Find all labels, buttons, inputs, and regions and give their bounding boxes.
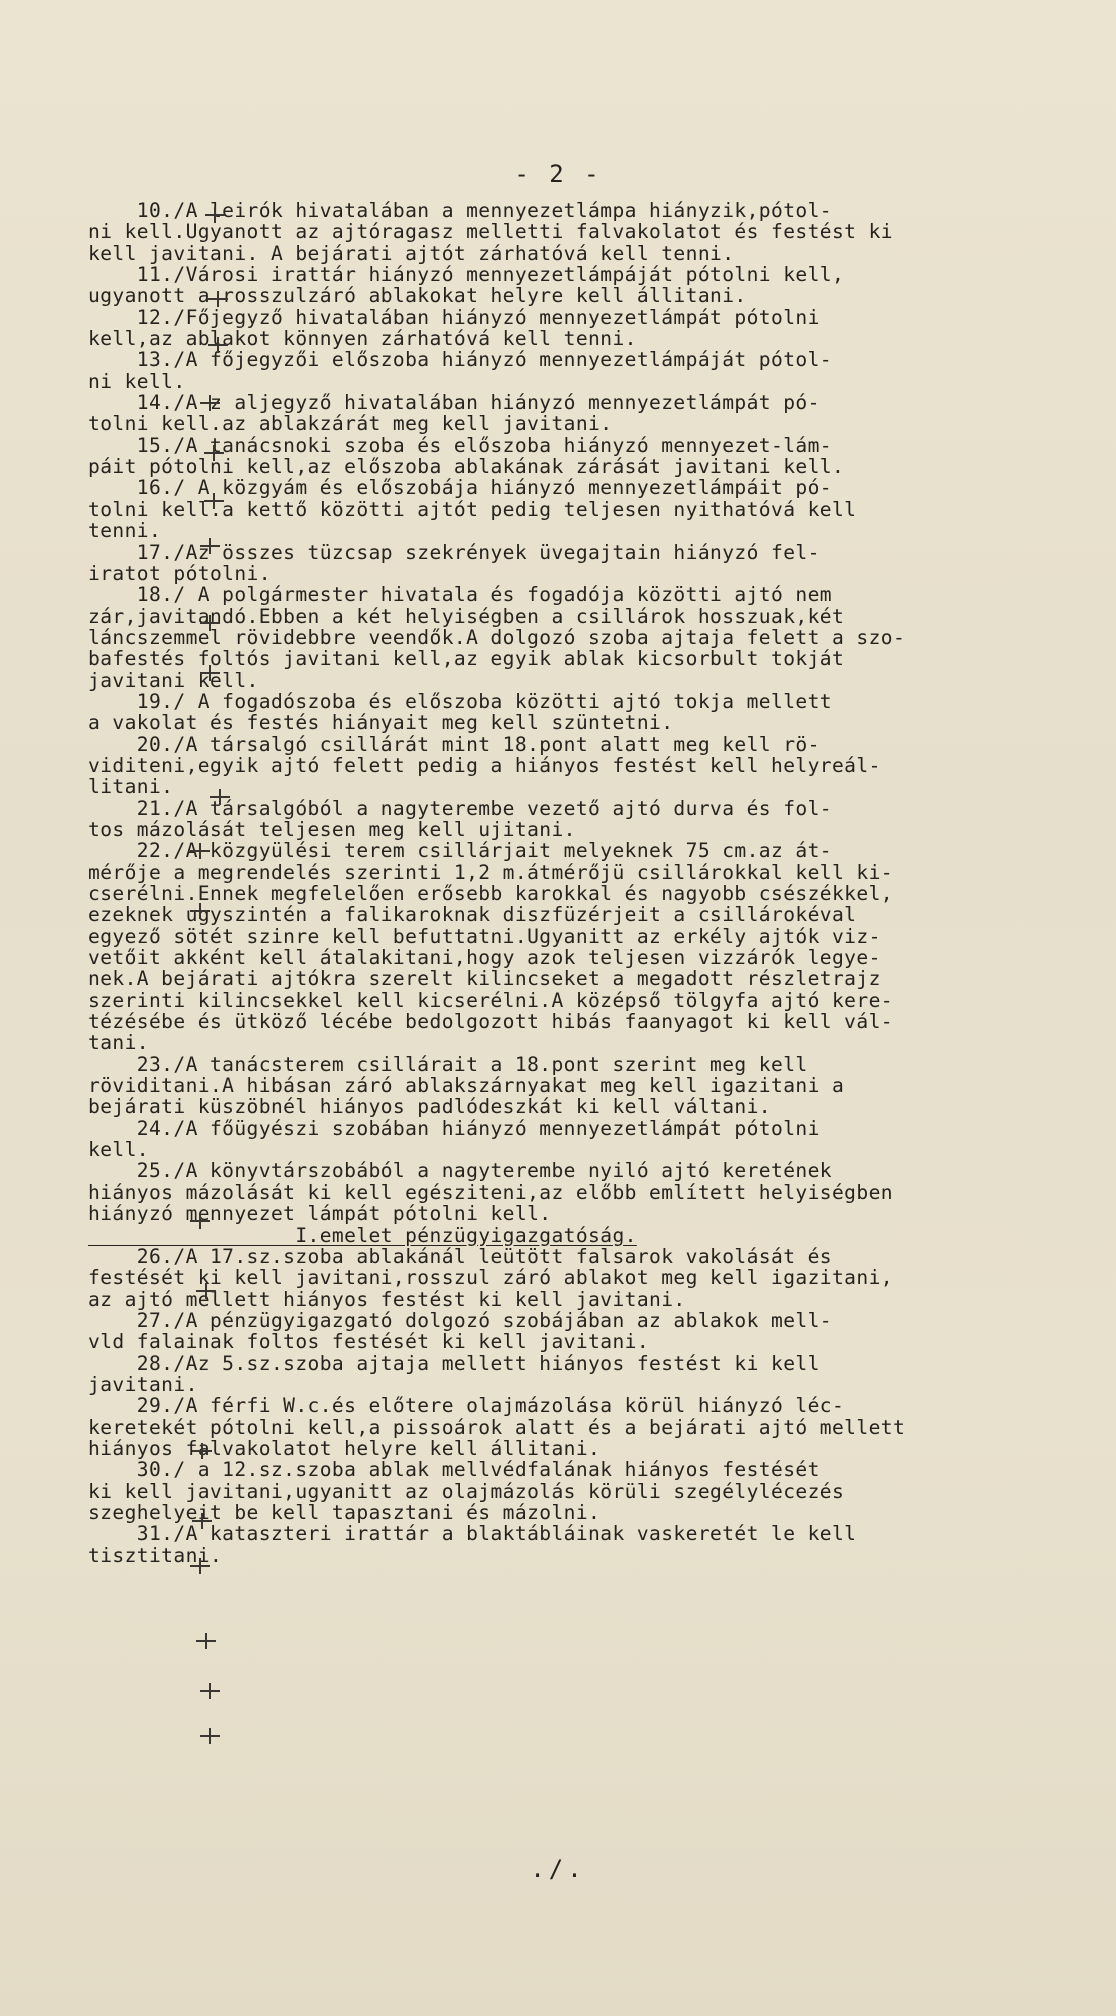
text-line: láncszemmel rövidebbre veendők.A dolgozó szoba ajtaja felett a szo- [88, 625, 906, 649]
text-line: festését ki kell javitani,rosszul záró ablakot meg kell igazitani, [88, 1266, 893, 1290]
check-mark [190, 1565, 210, 1568]
check-mark [190, 850, 210, 853]
text-line: 11./Városi irattár hiányzó mennyezetlámpáját pótolni kell, [88, 263, 845, 287]
check-mark [204, 500, 224, 503]
text-line: javitani kell. [88, 668, 259, 692]
check-mark [190, 910, 210, 913]
text-line: hiányos mázolását ki kell egésziteni,az előbb említett helyiségben [88, 1180, 893, 1204]
check-mark [190, 1220, 210, 1223]
text-line: 25./A könyvtárszobából a nagyterembe nyiló ajtó keretének [88, 1159, 832, 1183]
text-line: ezeknek ugyszintén a falikaroknak diszfüzérjeit a csillárokéval [88, 903, 857, 927]
text-line: 22./A közgyülési terem csillárjait melyeknek 75 cm.az át- [88, 839, 832, 863]
text-line: vld falainak foltos festését ki kell javitani. [88, 1330, 650, 1354]
text-line: tézésébe és ütköző lécébe bedolgozott hibás faanyagot ki kell vál- [88, 1010, 893, 1034]
text-line: 31./A kataszteri irattár a blaktábláinak vaskeretét le kell [88, 1522, 857, 1546]
check-mark [208, 344, 228, 347]
text-line: ugyanott a rosszulzáró ablakokat helyre kell állitani. [88, 284, 747, 308]
text-line: egyező sötét szinre kell befuttatni.Ugyanitt az erkély ajtók viz- [88, 924, 881, 948]
text-line: 21./A társalgóból a nagyterembe vezető ajtó durva és fol- [88, 796, 832, 820]
text-line: 27./A pénzügyigazgató dolgozó szobájában az ablakok mell- [88, 1308, 832, 1332]
text-line: litani. [88, 775, 174, 799]
text-line: 17./Az összes tüzcsap szekrények üvegajtain hiányzó fel- [88, 540, 820, 564]
text-line: tos mázolását teljesen meg kell ujitani. [88, 817, 576, 841]
text-line: 12./Főjegyző hivatalában hiányzó mennyezetlámpát pótolni [88, 305, 820, 329]
text-line: kell javitani. A bejárati ajtót zárhatóvá kell tenni. [88, 241, 735, 265]
check-mark [200, 402, 220, 405]
text-line: kell,az ablakot könnyen zárhatóvá kell tenni. [88, 327, 637, 351]
text-line: tisztitani. [88, 1543, 223, 1567]
check-mark [204, 452, 224, 455]
check-mark [200, 1690, 220, 1693]
text-line: az ajtó mellett hiányos festést ki kell javitani. [88, 1287, 686, 1311]
text-line: kell. [88, 1138, 149, 1162]
text-line: 13./A főjegyzői előszoba hiányzó mennyezetlámpáját pótol- [88, 348, 832, 372]
continuation-mark: ./. [530, 1855, 586, 1883]
text-line: tolni kell.a kettő közötti ajtót pedig teljesen nyithatóvá kell [88, 497, 857, 521]
check-mark [200, 545, 220, 548]
text-line: hiányos falvakolatot helyre kell állitani. [88, 1436, 601, 1460]
text-line: 28./Az 5.sz.szoba ajtaja mellett hiányos festést ki kell [88, 1351, 820, 1375]
text-line: 30./ a 12.sz.szoba ablak mellvédfalának hiányos festését [88, 1458, 820, 1482]
check-mark [192, 1520, 212, 1523]
text-line: ki kell javitani,ugyanitt az olajmázolás körüli szegélylécezés [88, 1479, 845, 1503]
text-line: szerinti kilincsekkel kell kicserélni.A középső tölgyfa ajtó kere- [88, 988, 893, 1012]
text-line: 19./ A fogadószoba és előszoba közötti ajtó tokja mellett [88, 689, 832, 713]
check-mark [200, 672, 220, 675]
text-line: 14./A z aljegyző hivatalában hiányzó mennyezetlámpát pó- [88, 391, 820, 415]
text-line: 15./A tanácsnoki szoba és előszoba hiányzó mennyezet-lám- [88, 433, 832, 457]
text-line: 16./ A közgyám és előszobája hiányzó mennyezetlámpáit pó- [88, 476, 832, 500]
text-line: bafestés foltós javitani kell,az egyik ablak kicsorbult tokját [88, 647, 845, 671]
check-mark [210, 796, 230, 799]
text-line: viditeni,egyik ajtó felett pedig a hiányos festést kell helyreál- [88, 753, 881, 777]
text-line: szeghelyeit be kell tapasztani és mázolni. [88, 1500, 601, 1524]
text-line: 29./A férfi W.c.és előtere olajmázolása körül hiányzó léc- [88, 1394, 845, 1418]
text-line: 20./A társalgó csillárát mint 18.pont alatt meg kell rö- [88, 732, 820, 756]
text-line: mérője a megrendelés szerinti 1,2 m.átmérőjü csillárokkal kell ki- [88, 860, 893, 884]
page-number: - 2 - [514, 160, 602, 188]
text-line: röviditani.A hibásan záró ablakszárnyakat meg kell igazitani a [88, 1074, 845, 1098]
text-line: 18./ A polgármester hivatala és fogadója közötti ajtó nem [88, 583, 832, 607]
section-heading: I.emelet pénzügyigazgatóság. [88, 1223, 637, 1247]
text-line: cserélni.Ennek megfelelően erősebb karokkal és nagyobb csészékkel, [88, 882, 893, 905]
check-mark [205, 214, 225, 217]
text-line: nek.A bejárati ajtókra szerelt kilincseket a megadott részletrajz [88, 967, 881, 991]
text-line: javitani. [88, 1372, 198, 1396]
text-line: a vakolat és festés hiányait meg kell szüntetni. [88, 711, 674, 735]
document-body [88, 200, 1048, 1566]
text-line: hiányzó mennyezet lámpát pótolni kell. [88, 1202, 552, 1226]
check-mark [192, 1450, 212, 1453]
text-line: páit pótolni kell,az előszoba ablakának zárását javitani kell. [88, 455, 845, 479]
text-line: ni kell.Ugyanott az ajtóragasz melletti falvakolatot és festést ki [88, 220, 893, 244]
check-mark [200, 622, 220, 625]
text-line: iratot pótolni. [88, 561, 271, 585]
check-mark [208, 298, 228, 301]
check-mark [200, 1735, 220, 1738]
text-line: tenni. [88, 519, 162, 543]
check-mark [196, 1640, 216, 1643]
text-line: 23./A tanácsterem csillárait a 18.pont szerint meg kell [88, 1052, 808, 1076]
text-line: 10./A leirók hivatalában a mennyezetlámpa hiányzik,pótol- [88, 199, 832, 222]
text-line: 26./A 17.sz.szoba ablakánál leütött falsarok vakolását és [88, 1244, 832, 1268]
text-line: 24./A főügyészi szobában hiányzó mennyezetlámpát pótolni [88, 1116, 820, 1140]
check-mark [196, 1290, 216, 1293]
text-line: vetőit akként kell átalakitani,hogy azok teljesen vizzárók legye- [88, 946, 881, 970]
text-line: bejárati küszöbnél hiányos padlódeszkát ki kell váltani. [88, 1095, 771, 1119]
text-line: tolni kell.az ablakzárát meg kell javitani. [88, 412, 613, 436]
text-line: keretekét pótolni kell,a pissoárok alatt és a bejárati ajtó mellett [88, 1415, 906, 1439]
text-line: tani. [88, 1031, 149, 1055]
text-line: ni kell. [88, 369, 186, 393]
text-line: zár,javitandó.Ebben a két helyiségben a csillárok hosszuak,két [88, 604, 845, 628]
